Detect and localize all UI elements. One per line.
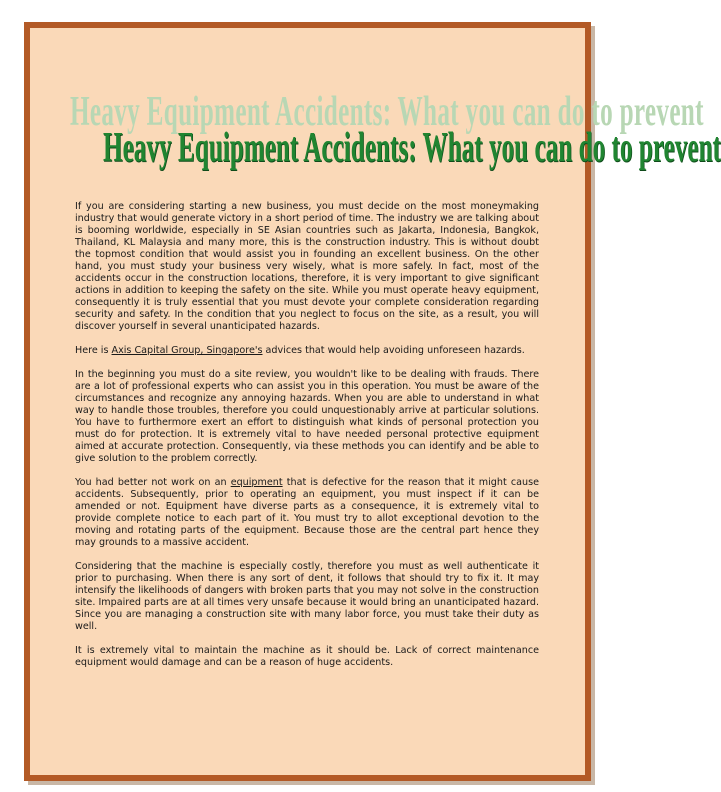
paragraph-2-suffix: advices that would help avoiding unforeseen hazards. — [262, 345, 525, 356]
paragraph-1: If you are considering starting a new business, you must decide on the most moneymaking industry that would generate victory in a short period of time. The industry we are talking about is booming worldwide, especially in SE Asian countries such as Jakarta, Indonesia, Bangkok, Thailand, KL Malaysia and many more, this is the construction industry. This is without doubt the topmost condition that would assist you in founding an excellent business. On the other hand, you must study your business very wisely, what is more safely. In fact, most of the accidents occur in the construction locations, therefore, it is very important to give significant actions in addition to keeping the safety on the site. While you must operate heavy equipment, consequently it is truly essential that you must devote your complete consideration regarding security and safety. In the condition that you neglect to focus on the site, as a result, you will discover yourself in several unanticipated hazards. — [75, 201, 539, 332]
paragraph-2 — [75, 345, 539, 357]
title-shadow: Heavy Equipment Accidents: What you can do to prevent — [70, 89, 704, 135]
document-title: Heavy Equipment Accidents: What you can do to prevent — [103, 125, 721, 171]
paragraph-2-prefix: Here is — [75, 345, 112, 356]
paragraph-4-suffix: that is defective for the reason that it might cause accidents. Subsequently, prior to operating an equipment, you must inspect if it can be amended or not. Equipment have diverse parts as a consequence, it is extremely vital to provide complete notice to each part of it. You must try to allot exceptional devotion to the moving and rotating parts of the equipment. Because those are the central part hence they may grounds to a massive accident. — [75, 477, 539, 548]
equipment-link[interactable]: equipment — [230, 477, 283, 488]
document-frame — [24, 22, 721, 781]
paragraph-4 — [75, 477, 539, 549]
paragraph-6: It is extremely vital to maintain the machine as it should be. Lack of correct maintenance equipment would damage and can be a reason of huge accidents. — [75, 645, 539, 668]
paragraph-5: Considering that the machine is especially costly, therefore you must as well authenticate it prior to purchasing. When there is any sort of dent, it follows that should try to fix it. It may intensify the likelihoods of dangers with broken parts that you may not solve in the construction site. Impaired parts are at all times very unsafe because it would bring an unanticipated hazard. Since you are managing a construction site with many labor force, you must take their duty as well. — [75, 561, 539, 632]
title-area — [30, 84, 721, 194]
paragraph-4-prefix: You had better not work on an — [75, 477, 231, 488]
axis-capital-link[interactable]: Axis Capital Group, Singapore's — [111, 345, 263, 356]
document-body — [75, 201, 539, 681]
paragraph-3: In the beginning you must do a site review, you wouldn't like to be dealing with frauds. There are a lot of professional experts who can assist you in this operation. You must be aware of the circumstances and recognize any annoying hazards. When you are able to understand in what way to handle those troubles, therefore you could unquestionably arrive at particular solutions. You have to furthermore exert an effort to distinguish what kinds of personal protection you must do for protection. It is extremely vital to have needed personal protective equipment aimed at accurate protection. Consequently, via these methods you can identify and be able to give solution to the problem correctly. — [75, 369, 539, 464]
